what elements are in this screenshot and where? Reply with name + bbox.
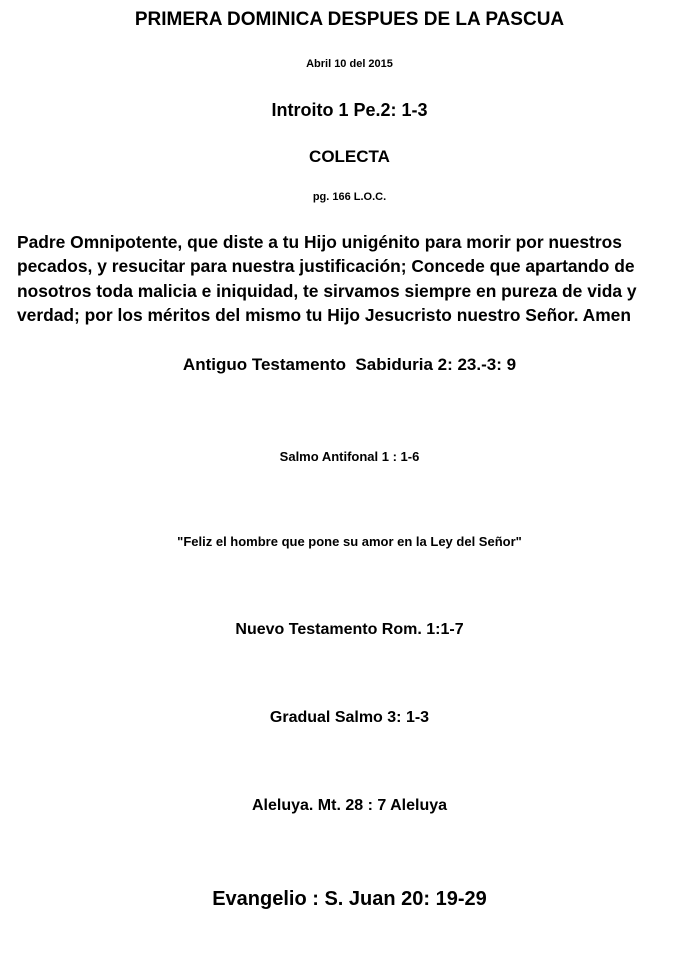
colecta-heading: COLECTA	[309, 147, 390, 166]
introito-heading: Introito 1 Pe.2: 1-3	[271, 100, 428, 120]
gradual-heading: Gradual Salmo 3: 1-3	[269, 709, 430, 726]
colecta-line: Padre Omnipotente, que diste a tu Hijo unigénito para morir por nuestros	[17, 232, 622, 252]
colecta-line: pecados, y resucitar para nuestra justificación; Concede que apartando de	[17, 256, 635, 277]
colecta-prayer	[17, 230, 687, 327]
document-title: PRIMERA DOMINICA DESPUES DE LA PASCUA	[134, 9, 565, 30]
colecta-line: nosotros toda malicia e iniquidad, te sirvamos siempre en pureza de vida y	[17, 280, 637, 301]
antifona-text: "Feliz el hombre que pone su amor en la Ley del Señor"	[177, 534, 522, 549]
aleluya-heading: Aleluya. Mt. 28 : 7 Aleluya	[251, 797, 448, 814]
salmo-antifonal-heading: Salmo Antifonal 1 : 1-6	[279, 449, 420, 464]
nuevo-testamento-heading: Nuevo Testamento Rom. 1:1-7	[235, 621, 464, 638]
colecta-line: verdad; por los méritos del mismo tu Hijo Jesucristo nuestro Señor. Amen	[17, 304, 631, 325]
colecta-reference: pg. 166 L.O.C.	[312, 191, 387, 203]
document-date: Abril 10 del 2015	[306, 58, 393, 70]
antiguo-testamento-heading: Antiguo Testamento Sabiduria 2: 23.-3: 9	[182, 355, 517, 374]
evangelio-heading: Evangelio : S. Juan 20: 19-29	[212, 888, 487, 910]
